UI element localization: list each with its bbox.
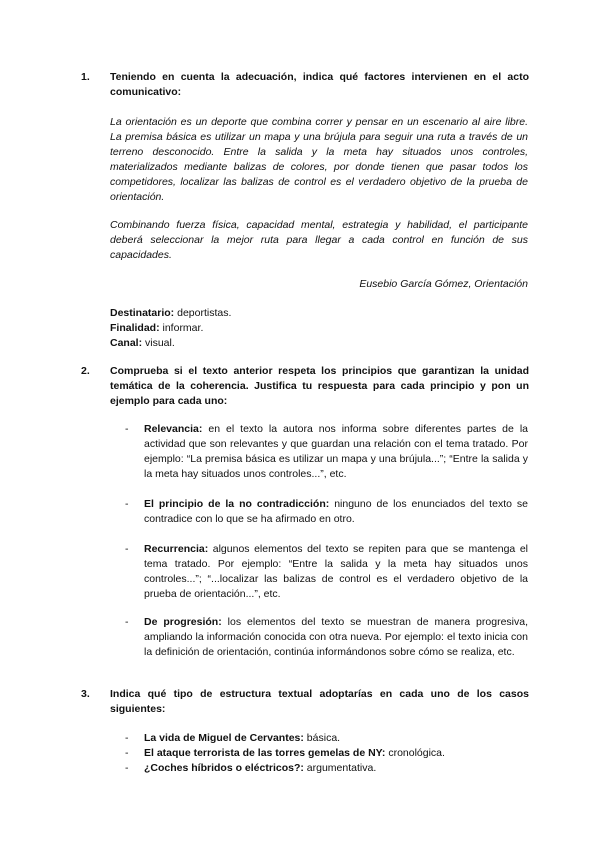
- dash-bullet-icon: -: [125, 747, 129, 759]
- bullet-label: De progresión:: [144, 616, 222, 628]
- bullet-coches: [126, 761, 528, 776]
- bullet-label: El principio de la no contradicción:: [144, 498, 330, 510]
- bullet-torres-gemelas: [126, 746, 528, 761]
- bullet-cervantes: [126, 731, 528, 746]
- dash-bullet-icon: -: [125, 423, 129, 435]
- bullet-label: ¿Coches híbridos o eléctricos?:: [144, 762, 304, 774]
- info-value: informar.: [159, 322, 204, 334]
- bullet-label: El ataque terrorista de las torres gemelas de NY:: [144, 747, 386, 759]
- info-line-finalidad: [110, 321, 528, 336]
- dash-bullet-icon: -: [125, 762, 129, 774]
- bullet-text: argumentativa.: [303, 762, 377, 774]
- bullet-text: básica.: [303, 732, 341, 744]
- question-1: [81, 70, 529, 100]
- bullet-label: La vida de Miguel de Cervantes:: [144, 732, 304, 744]
- bullet-label: Recurrencia:: [144, 543, 209, 555]
- dash-bullet-icon: -: [125, 732, 129, 744]
- communication-factors: [110, 306, 528, 351]
- dash-bullet-icon: -: [125, 498, 129, 510]
- question-text: Teniendo en cuenta la adecuación, indica qué factores intervienen en el acto comunicativo:: [110, 71, 529, 98]
- dash-bullet-icon: -: [125, 543, 129, 555]
- info-label: Canal:: [110, 337, 143, 349]
- bullet-text: en el texto la autora nos informa sobre diferentes partes de la actividad que son relevantes y que guardan una relación con el tema tratado. Por ejemplo: “La premisa básica es utilizar un mapa y una brújula...”; “Entre la salida y la meta hay situados unos controles...”, etc.: [144, 423, 528, 480]
- question-number: 1.: [81, 71, 90, 83]
- bullet-relevancia: [126, 422, 528, 482]
- info-value: deportistas.: [174, 307, 232, 319]
- bullet-text: cronológica.: [385, 747, 445, 759]
- dash-bullet-icon: -: [125, 616, 129, 628]
- bullet-progresion: [126, 615, 528, 660]
- bullet-text: ninguno de los enunciados del texto se contradice con lo que se ha afirmado en otro.: [144, 498, 528, 525]
- question-3: [81, 687, 529, 717]
- question-number: 3.: [81, 688, 90, 700]
- question-number: 2.: [81, 365, 90, 377]
- question-text: Comprueba si el texto anterior respeta los principios que garantizan la unidad temática de la coherencia. Justifica tu respuesta para cada principio y pon un ejemplo para cada uno:: [110, 365, 529, 407]
- info-label: Destinatario:: [110, 307, 175, 319]
- passage-author: Eusebio García Gómez, Orientación: [359, 278, 528, 290]
- passage-paragraph-1: La orientación es un deporte que combina correr y pensar en un escenario al aire libre. La premisa básica es utilizar un mapa y una brújula para seguir una ruta a través de un terreno desconocido. Entre la salida y la meta hay situados unos controles, materializados mediante balizas de colores, por donde tienen que pasar todos los competidores, localizar las balizas de control es el verdadero objetivo de la prueba de orientación.: [110, 116, 528, 203]
- bullet-label: Relevancia:: [144, 423, 203, 435]
- info-line-destinatario: [110, 306, 528, 321]
- info-line-canal: [110, 336, 528, 351]
- info-label: Finalidad:: [110, 322, 160, 334]
- passage-paragraph-2: Combinando fuerza física, capacidad mental, estrategia y habilidad, el participante deberá seleccionar la mejor ruta para llegar a cada control en función de sus capacidades.: [110, 219, 528, 261]
- bullet-text: los elementos del texto se muestran de manera progresiva, ampliando la información conocida con otra nueva. Por ejemplo: el texto inicia con la definición de orientación, continúa informándonos sobre cómo se realiza, etc.: [144, 616, 528, 658]
- bullet-no-contradiccion: [126, 497, 528, 527]
- question-text: Indica qué tipo de estructura textual adoptarías en cada uno de los casos siguientes:: [110, 688, 529, 715]
- info-value: visual.: [142, 337, 175, 349]
- bullet-recurrencia: [126, 542, 528, 602]
- question-2: [81, 364, 529, 409]
- bullet-text: algunos elementos del texto se repiten para que se mantenga el tema tratado. Por ejemplo: “Entre la salida y la meta hay situados unos controles...”; “...localizar las balizas de control es el verdadero objetivo de la prueba de orientación...”, etc.: [144, 543, 528, 600]
